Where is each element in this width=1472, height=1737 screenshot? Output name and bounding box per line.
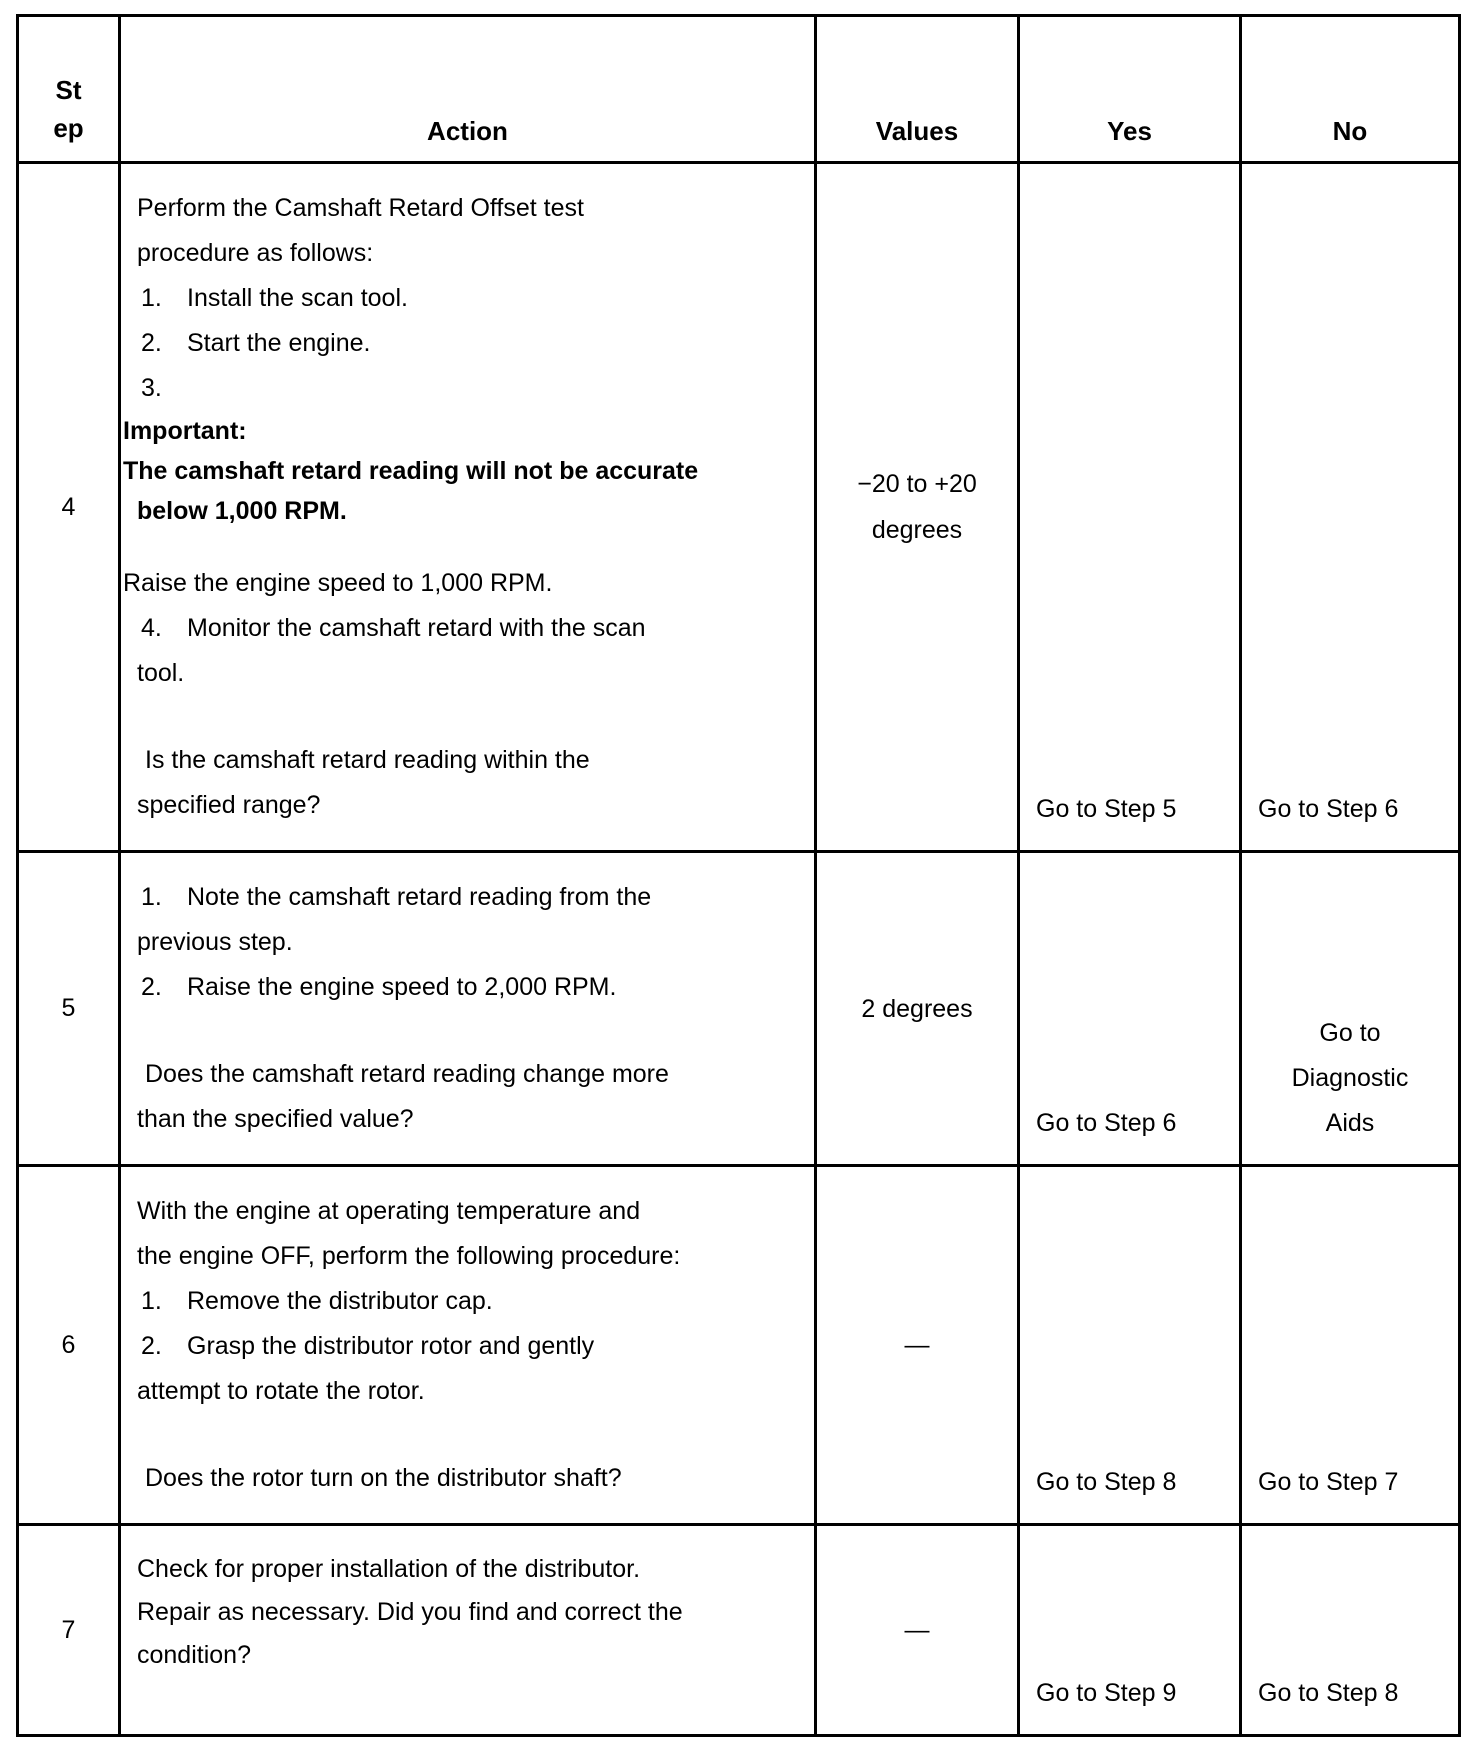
- yes-cell: Go to Step 8: [1019, 1166, 1241, 1525]
- header-step: St ep: [18, 16, 120, 163]
- header-row: [18, 16, 1460, 163]
- step-number: 5: [18, 852, 120, 1166]
- header-values: Values: [816, 16, 1019, 163]
- yes-cell: Go to Step 5: [1019, 163, 1241, 852]
- values-cell: −20 to +20 degrees: [816, 163, 1019, 852]
- no-cell: Go to Step 6: [1241, 163, 1460, 852]
- no-cell: Go to Diagnostic Aids: [1241, 852, 1460, 1166]
- header-yes: Yes: [1019, 16, 1241, 163]
- no-cell: Go to Step 8: [1241, 1525, 1460, 1736]
- header-action: Action: [120, 16, 816, 163]
- action-cell: Check for proper installation of the distributor. Repair as necessary. Did you find and correct the condition?: [120, 1525, 816, 1736]
- action-cell: Perform the Camshaft Retard Offset test procedure as follows: 1. Install the scan tool. 2. Start the engine. 3. Important: The camshaft retard reading will not be accurate below 1,000 RPM. Raise the engine speed to 1,000 RPM. 4. Monitor the camshaft retard with the scan tool. Is the camshaft retard reading within the specified range?: [120, 163, 816, 852]
- important-note: The camshaft retard reading will not be accurate: [123, 457, 699, 485]
- table-row: [18, 163, 1460, 852]
- values-cell: —: [816, 1525, 1019, 1736]
- values-cell: —: [816, 1166, 1019, 1525]
- yes-cell: Go to Step 9: [1019, 1525, 1241, 1736]
- values-cell: 2 degrees: [816, 852, 1019, 1166]
- header-no: No: [1241, 16, 1460, 163]
- table-row: [18, 1525, 1460, 1736]
- table-row: [18, 1166, 1460, 1525]
- no-cell: Go to Step 7: [1241, 1166, 1460, 1525]
- step-number: 6: [18, 1166, 120, 1525]
- yes-cell: Go to Step 6: [1019, 852, 1241, 1166]
- table-row: [18, 852, 1460, 1166]
- action-cell: With the engine at operating temperature and the engine OFF, perform the following procedure: 1. Remove the distributor cap. 2. Grasp the distributor rotor and gently attempt to rotate the rotor. Does the rotor turn on the distributor shaft?: [120, 1166, 816, 1525]
- step-number: 7: [18, 1525, 120, 1736]
- step-number: 4: [18, 163, 120, 852]
- action-cell: 1. Note the camshaft retard reading from the previous step. 2. Raise the engine speed to 2,000 RPM. Does the camshaft retard reading change more than the specified value?: [120, 852, 816, 1166]
- important-label: Important:: [123, 417, 247, 445]
- diagnostic-steps-table: [16, 14, 1461, 1737]
